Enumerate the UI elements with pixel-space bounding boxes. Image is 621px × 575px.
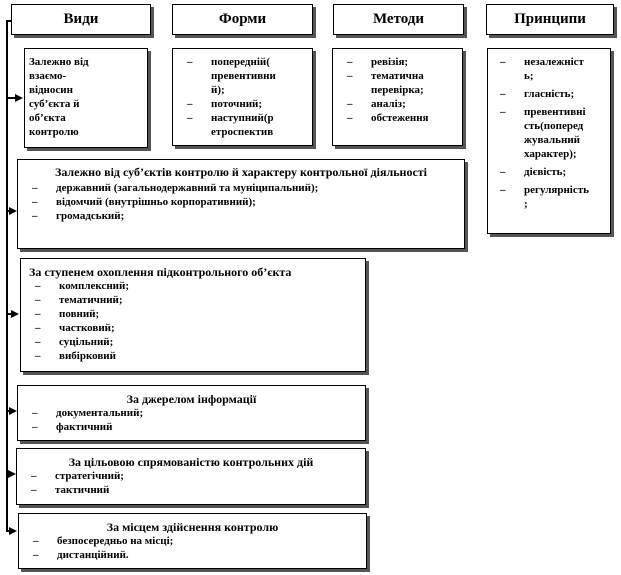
list-item: – стратегічний; bbox=[17, 469, 365, 483]
group-source-list bbox=[18, 406, 365, 434]
list-item: – дистанційний. bbox=[19, 548, 366, 562]
vydy-line: суб’єкта й bbox=[29, 98, 80, 110]
list-item: – суцільний; bbox=[21, 335, 365, 349]
formy-item-continuation: й); bbox=[211, 84, 225, 96]
group-subjects-list bbox=[18, 181, 464, 223]
formy-item-continuation: превентивни bbox=[211, 70, 276, 82]
arrow-right-icon bbox=[15, 94, 23, 102]
pryntsypy-item-continuation: характер); bbox=[524, 148, 577, 160]
arrow-right-icon bbox=[9, 207, 17, 215]
list-item: – документальний; bbox=[18, 406, 365, 420]
list-item: – безпосередньо на місці; bbox=[19, 534, 366, 548]
metody-item-continuation: перевірка; bbox=[371, 84, 424, 96]
pryntsypy-item: – превентивні bbox=[500, 106, 586, 118]
header-vydy bbox=[11, 4, 151, 35]
group-coverage-box bbox=[20, 258, 366, 372]
list-item: – державний (загальнодержавний та муніципальний); bbox=[18, 181, 464, 195]
group-target-list bbox=[17, 469, 365, 497]
vydy-line: відносин bbox=[29, 84, 73, 96]
list-item: – тактичний bbox=[17, 483, 365, 497]
vydy-detail-box bbox=[24, 48, 148, 148]
pryntsypy-item-continuation: жувальний bbox=[524, 134, 581, 146]
formy-detail-box bbox=[172, 48, 313, 146]
vydy-line: контролю bbox=[29, 126, 79, 138]
list-item: – комплексний; bbox=[21, 279, 365, 293]
arrow-right-icon bbox=[9, 527, 17, 535]
vydy-line: Залежно від bbox=[29, 56, 89, 68]
group-target-box bbox=[16, 448, 366, 505]
metody-item: – обстеження bbox=[347, 112, 429, 124]
header-formy-label: Форми bbox=[218, 11, 267, 27]
header-metody bbox=[333, 4, 464, 35]
header-metody-label: Методи bbox=[372, 11, 425, 27]
pryntsypy-item: – дієвість; bbox=[500, 166, 567, 178]
group-subjects-box bbox=[17, 159, 465, 249]
arrow-right-icon bbox=[8, 470, 16, 478]
list-item: – відомчий (внутрішньо корпоративний); bbox=[18, 195, 464, 209]
list-item: – вибірковий bbox=[21, 349, 365, 363]
group-source-box bbox=[17, 385, 366, 441]
pryntsypy-item-continuation: ; bbox=[524, 198, 528, 210]
pryntsypy-item: – незалежніст bbox=[500, 56, 584, 68]
group-source-title: За джерелом інформації bbox=[126, 392, 257, 406]
list-item: – частковий; bbox=[21, 321, 365, 335]
metody-detail-box bbox=[332, 48, 463, 146]
list-item: – повний; bbox=[21, 307, 365, 321]
connector-top bbox=[6, 20, 12, 22]
formy-item: – попередній( bbox=[187, 56, 270, 68]
pryntsypy-detail-box bbox=[487, 48, 611, 234]
formy-item-continuation: етроспектив bbox=[211, 126, 274, 138]
arrow-right-icon bbox=[11, 310, 19, 318]
list-item: – фактичний bbox=[18, 420, 365, 434]
formy-item: – наступний(р bbox=[187, 112, 274, 124]
formy-item: – поточний; bbox=[187, 98, 263, 110]
header-pryntsypy-label: Принципи bbox=[514, 11, 586, 27]
pryntsypy-item: – гласність; bbox=[500, 88, 575, 100]
metody-item: – аналіз; bbox=[347, 98, 406, 110]
group-place-box bbox=[18, 513, 367, 569]
group-coverage-list bbox=[21, 279, 365, 363]
metody-item: – ревізія; bbox=[347, 56, 409, 68]
group-place-title: За місцем здійснення контролю bbox=[106, 520, 279, 534]
group-coverage-title: За ступенем охоплення підконтрольного об’єкта bbox=[29, 265, 292, 279]
header-formy bbox=[172, 4, 313, 35]
vydy-line: взаємо- bbox=[29, 70, 67, 82]
group-target-title: За цільовою спрямованістю контрольних дій bbox=[68, 455, 314, 469]
metody-item: – тематична bbox=[347, 70, 424, 82]
pryntsypy-item-continuation: ь; bbox=[524, 70, 534, 82]
pryntsypy-item-continuation: сть(поперед bbox=[524, 120, 584, 132]
group-subjects-title: Залежно від суб’єктів контролю й характеру контрольної діяльності bbox=[54, 165, 428, 179]
group-place-list bbox=[19, 534, 366, 562]
header-pryntsypy bbox=[486, 4, 614, 35]
pryntsypy-item: – регулярність bbox=[500, 184, 589, 196]
list-item: – тематичний; bbox=[21, 293, 365, 307]
arrow-right-icon bbox=[9, 407, 17, 415]
list-item: – громадський; bbox=[18, 209, 464, 223]
header-vydy-label: Види bbox=[63, 11, 99, 27]
vydy-line: об’єкта bbox=[29, 112, 66, 124]
